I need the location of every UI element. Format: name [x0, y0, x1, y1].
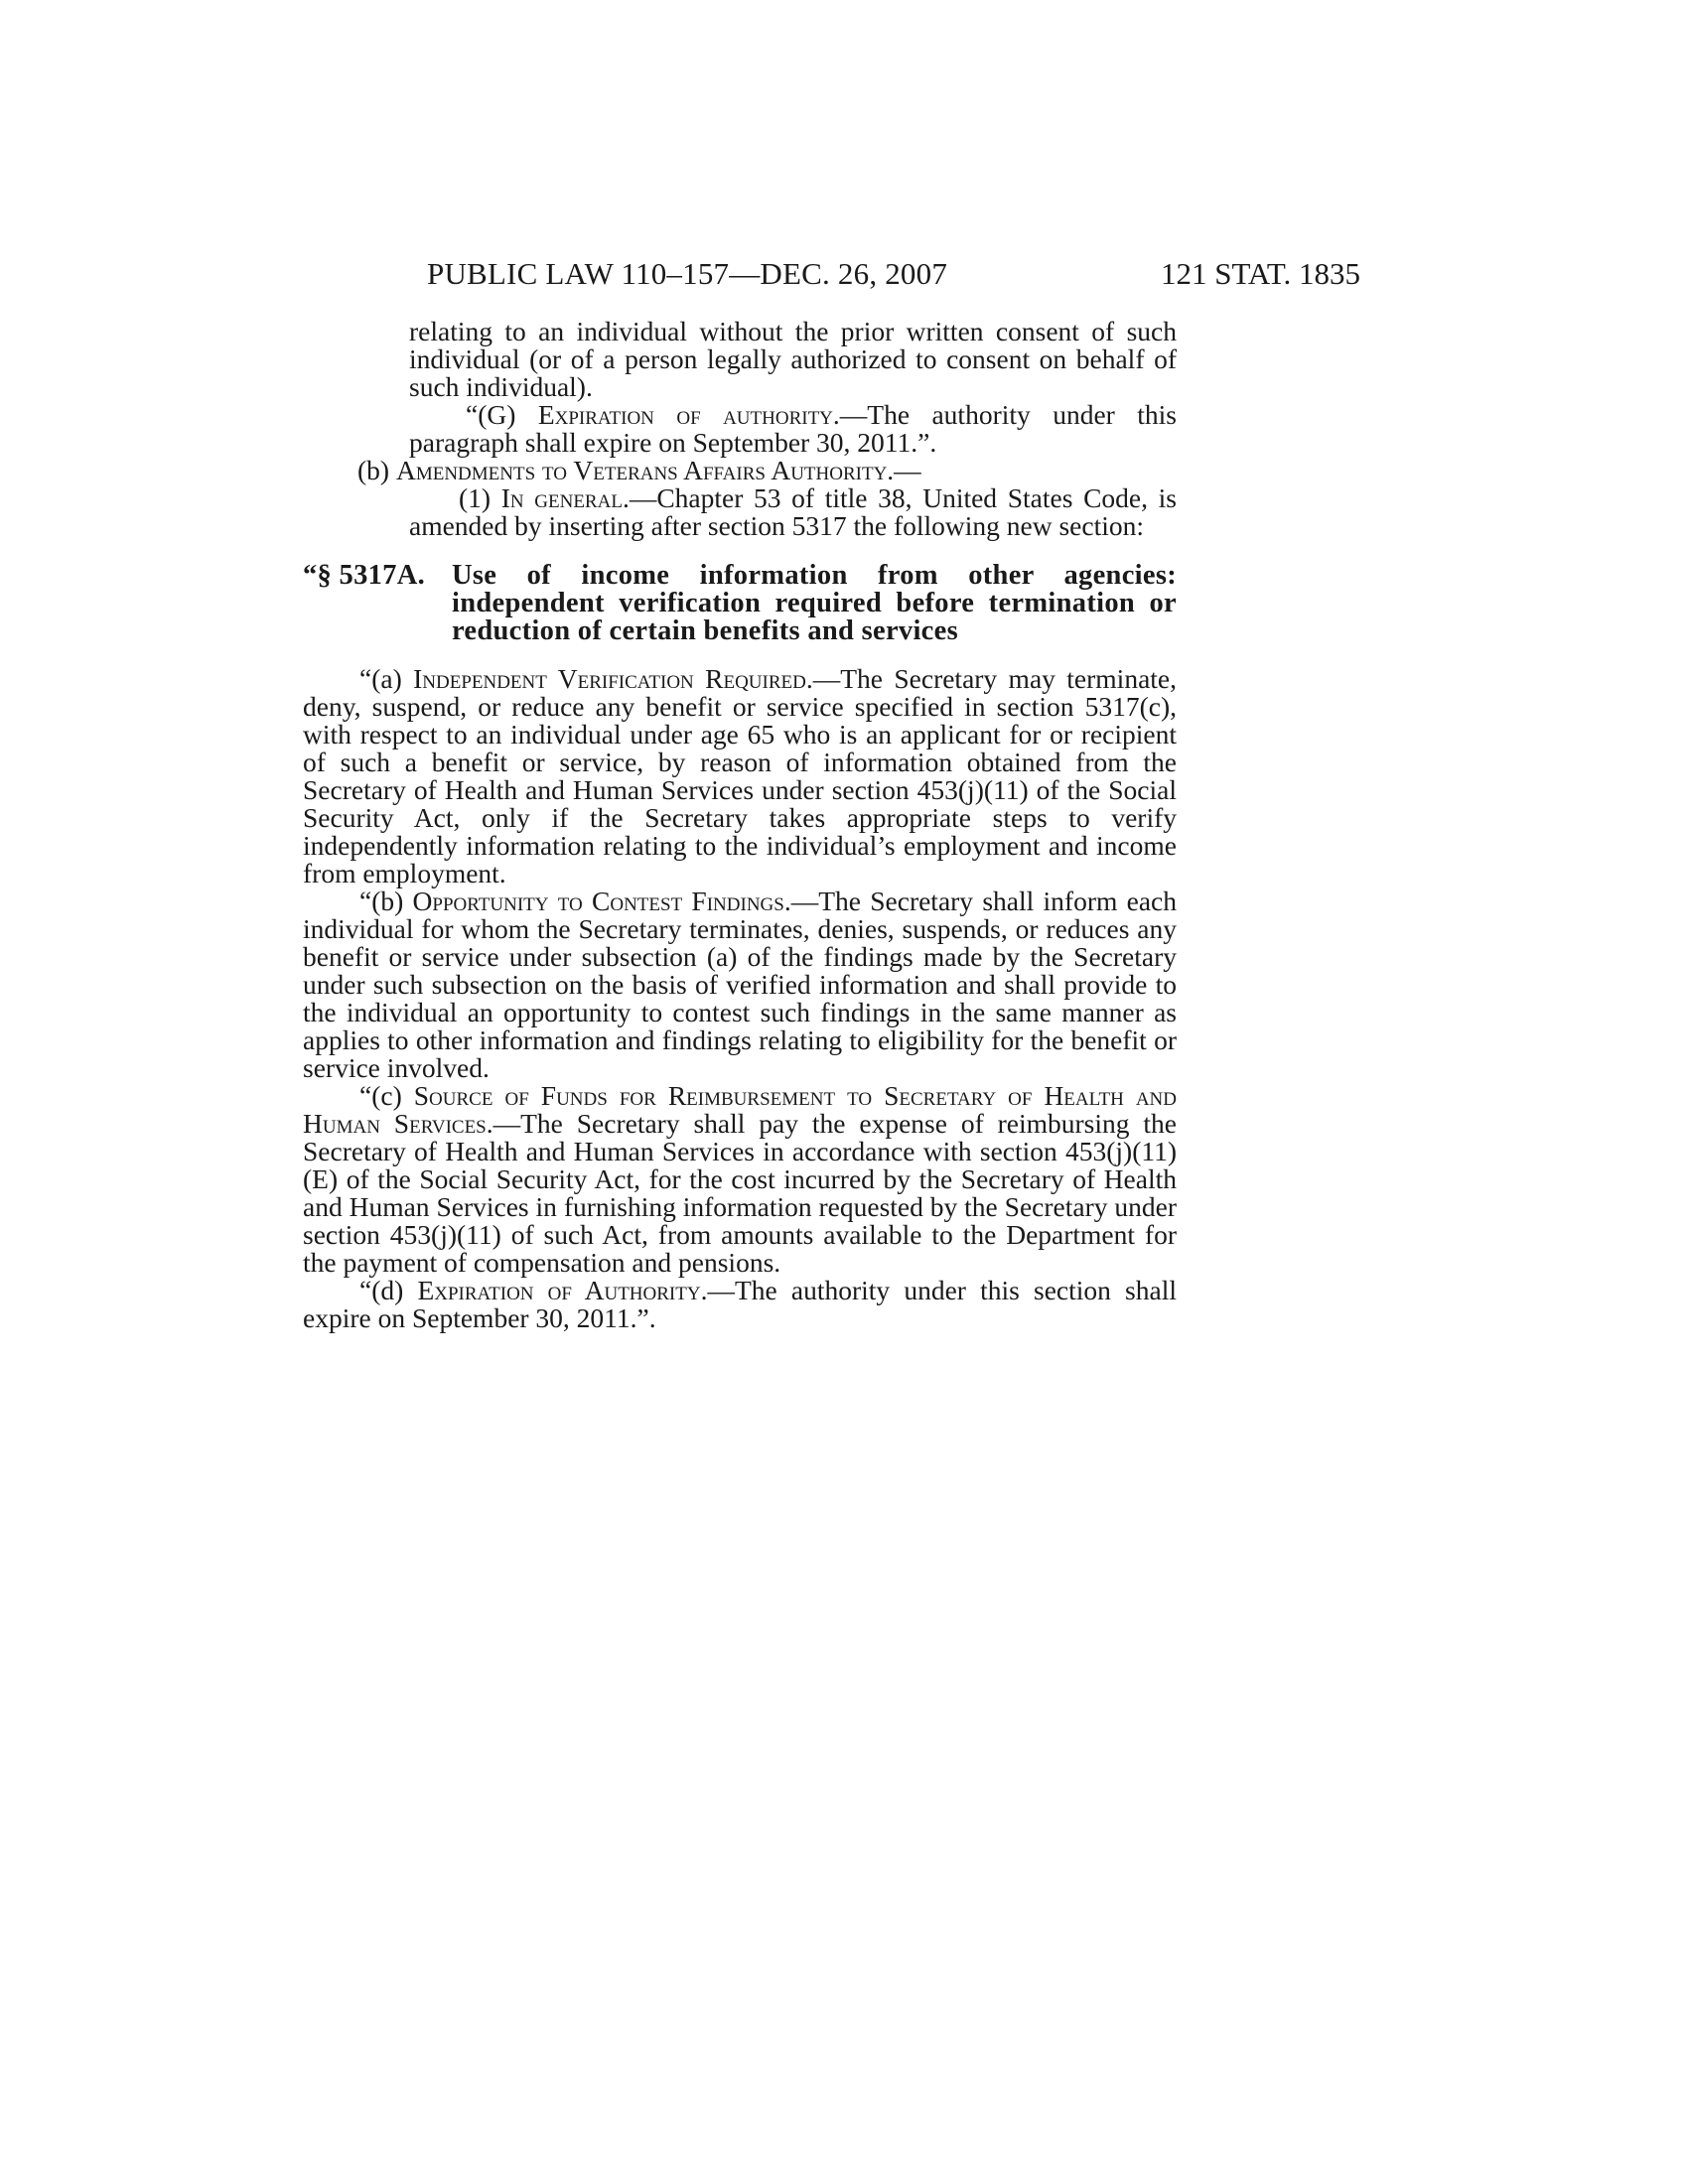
subsection-c-open: “(c): [359, 1080, 414, 1111]
subsection-b-new: [303, 887, 1177, 1082]
subsection-c-caption: Source of Funds for Reimbursement to Secretary of Health and Human Services: [303, 1080, 1178, 1139]
subsection-a: [303, 665, 1177, 887]
subsection-d: [303, 1277, 1177, 1332]
subsection-b: [303, 457, 1177, 484]
section-title: Use of income information from other agencies: independent verification required before termination or reduction of certain benefits and services: [452, 560, 1177, 646]
subparagraph-g-open: “(G): [466, 399, 538, 430]
section-number: “§ 5317A.: [303, 560, 426, 591]
subparagraph-g-text: .—The authority under this paragraph shall expire on September 30, 2011.”.: [409, 399, 1177, 458]
subsection-a-text: .—The Secretary may terminate, deny, suspend, or reduce any benefit or service specified in section 5317(c), with respect to an individual under age 65 who is an applicant for or recipient of such a benefit or service, by reason of information obtained from the Secretary of Health and Human Services under section 453(j)(11) of the Social Security Act, only if the Secretary takes appropriate steps to verify independently information relating to the individual’s employment and income from employment.: [303, 663, 1177, 888]
paragraph-b1: [303, 484, 1177, 540]
subsection-d-open: “(d): [359, 1275, 418, 1305]
paragraph-b1-open: (1): [459, 482, 501, 513]
subsection-a-open: “(a): [359, 663, 414, 694]
subsection-c: [303, 1082, 1177, 1277]
paragraph-b1-text: .—Chapter 53 of title 38, United States Code, is amended by inserting after section 5317 the following new section:: [409, 482, 1177, 541]
subsection-b-new-open: “(b): [359, 886, 413, 916]
subsection-b-new-caption: Opportunity to Contest Findings: [412, 886, 784, 916]
subsection-d-text: .—The authority under this section shall expire on September 30, 2011.”.: [303, 1275, 1177, 1333]
subsection-d-caption: Expiration of Authority: [417, 1275, 701, 1305]
running-head-title: PUBLIC LAW 110–157—DEC. 26, 2007: [427, 256, 948, 291]
subsection-c-text: .—The Secretary shall pay the expense of reimbursing the Secretary of Health and Human Services in accordance with section 453(j)(11)(E) of the Social Security Act, for the cost incurred by the Secretary of Health and Human Services in furnishing information requested by the Secretary under section 453(j)(11) of such Act, from amounts available to the Department for the payment of compensation and pensions.: [303, 1108, 1177, 1278]
subparagraph-g-caption: Expiration of authority: [537, 399, 833, 430]
subsection-b-new-text: .—The Secretary shall inform each individual for whom the Secretary terminates, denies, suspends, or reduces any benefit or service under subsection (a) of the findings made by the Secretary under such subsection on the basis of verified information and shall provide to the individual an opportunity to contest such findings in the same manner as applies to other information and findings relating to eligibility for the benefit or service involved.: [303, 886, 1177, 1083]
paragraph-continuation-text: relating to an individual without the prior written consent of such individual (or of a person legally authorized to consent on behalf of such individual).: [409, 316, 1177, 402]
statute-page-number: 121 STAT. 1835: [1160, 256, 1360, 291]
subsection-a-caption: Independent Verification Required: [413, 663, 806, 694]
subsection-b-open: (b): [357, 455, 396, 485]
paragraph-b1-caption: In general: [500, 482, 623, 513]
subsection-b-text: .—: [887, 455, 921, 485]
subparagraph-g: [303, 401, 1177, 457]
document-body: [303, 318, 1177, 1332]
section-heading: [303, 562, 1177, 645]
subsection-b-caption: Amendments to Veterans Affairs Authority: [395, 455, 888, 485]
paragraph-continuation: [303, 318, 1177, 401]
